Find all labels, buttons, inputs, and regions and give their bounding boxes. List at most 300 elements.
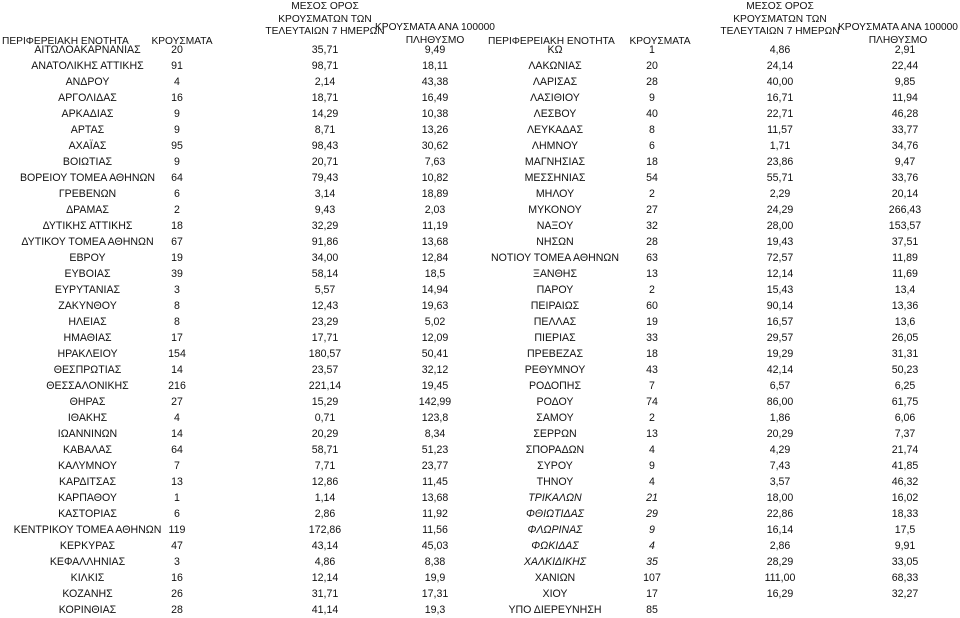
- cell-cases: 91: [171, 60, 183, 72]
- cell-cases: 47: [171, 540, 183, 552]
- cell-avg7: 3,57: [769, 476, 791, 488]
- cell-avg7: 23,86: [766, 156, 794, 168]
- cell-cases: 9: [174, 156, 180, 168]
- cell-cases: 9: [649, 92, 655, 104]
- cell-per100k: 22,44: [891, 60, 919, 72]
- cell-per100k: 8,34: [424, 428, 446, 440]
- cell-per100k: 13,6: [894, 316, 916, 328]
- table-row: [0, 234, 960, 250]
- cell-per100k: 26,05: [891, 332, 919, 344]
- cell-region: ΚΕΝΤΡΙΚΟΥ ΤΟΜΕΑ ΑΘΗΝΩΝ: [13, 524, 162, 536]
- cell-region: ΣΕΡΡΩΝ: [533, 428, 577, 440]
- header-cases-left-text: ΚΡΟΥΣΜΑΤΑ: [151, 36, 213, 47]
- cell-per100k: 10,38: [421, 108, 449, 120]
- cell-cases: 154: [168, 348, 186, 360]
- table-row: [0, 506, 960, 522]
- cell-region: ΡΟΔΟΠΗΣ: [528, 380, 582, 392]
- cell-region: ΚΟΖΑΝΗΣ: [62, 588, 113, 600]
- cell-avg7: 79,43: [311, 172, 339, 184]
- cell-cases: 216: [168, 380, 186, 392]
- cell-cases: 26: [171, 588, 183, 600]
- cell-avg7: 72,57: [766, 252, 794, 264]
- cell-per100k: 32,27: [891, 588, 919, 600]
- cell-per100k: 7,37: [894, 428, 916, 440]
- cell-region: ΜΕΣΣΗΝΙΑΣ: [524, 172, 586, 184]
- cell-region: ΠΕΙΡΑΙΩΣ: [530, 300, 580, 312]
- cell-per100k: 12,09: [421, 332, 449, 344]
- cell-cases: 2: [649, 188, 655, 200]
- cell-per100k: 10,82: [421, 172, 449, 184]
- cell-cases: 14: [171, 364, 183, 376]
- cell-region: ΒΟΡΕΙΟΥ ΤΟΜΕΑ ΑΘΗΝΩΝ: [19, 172, 156, 184]
- cell-cases: 27: [646, 204, 658, 216]
- cell-region: ΦΛΩΡΙΝΑΣ: [527, 524, 583, 536]
- cell-per100k: 20,14: [891, 188, 919, 200]
- cell-per100k: 2,91: [894, 44, 916, 56]
- table-row: [0, 218, 960, 234]
- cell-cases: 8: [174, 300, 180, 312]
- cell-per100k: 45,03: [421, 540, 449, 552]
- cell-region: ΚΑΡΠΑΘΟΥ: [58, 492, 117, 504]
- table-row: [0, 314, 960, 330]
- cell-cases: 74: [646, 396, 658, 408]
- table-row: [0, 90, 960, 106]
- cell-avg7: 7,71: [314, 460, 336, 472]
- cell-cases: 2: [649, 412, 655, 424]
- cell-cases: 8: [649, 124, 655, 136]
- cell-region: ΧΑΛΚΙΔΙΚΗΣ: [523, 556, 587, 568]
- cell-avg7: 91,86: [311, 236, 339, 248]
- cell-region: ΑΝΔΡΟΥ: [65, 76, 110, 88]
- cell-cases: 9: [649, 460, 655, 472]
- cell-cases: 13: [171, 476, 183, 488]
- table-row: [0, 378, 960, 394]
- cell-cases: 28: [646, 236, 658, 248]
- cell-avg7: 2,14: [314, 76, 336, 88]
- cell-per100k: 6,25: [894, 380, 916, 392]
- table-row: [0, 602, 960, 618]
- cell-avg7: 22,71: [766, 108, 794, 120]
- cell-cases: 54: [646, 172, 658, 184]
- cell-region: ΥΠΟ ΔΙΕΡΕΥΝΗΣΗ: [508, 604, 602, 616]
- cell-avg7: 221,14: [308, 380, 342, 392]
- cell-cases: 64: [171, 172, 183, 184]
- table-row: [0, 202, 960, 218]
- cell-per100k: 8,38: [424, 556, 446, 568]
- cell-per100k: 32,12: [421, 364, 449, 376]
- cell-region: ΚΕΦΑΛΛΗΝΙΑΣ: [49, 556, 126, 568]
- header-region-left-text: ΠΕΡΙΦΕΡΕΙΑΚΗ ΕΝΟΤΗΤΑ: [2, 36, 129, 47]
- cell-per100k: 37,51: [891, 236, 919, 248]
- cell-per100k: 11,92: [422, 508, 448, 520]
- cell-avg7: 12,43: [311, 300, 339, 312]
- cell-avg7: 17,71: [311, 332, 339, 344]
- cell-region: ΚΑΣΤΟΡΙΑΣ: [58, 508, 117, 520]
- table-row: [0, 106, 960, 122]
- cell-per100k: 13,36: [891, 300, 919, 312]
- cell-region: ΒΟΙΩΤΙΑΣ: [62, 156, 113, 168]
- cell-per100k: 61,75: [891, 396, 919, 408]
- cell-avg7: 15,29: [311, 396, 339, 408]
- cell-region: ΠΡΕΒΕΖΑΣ: [527, 348, 583, 360]
- cell-region: ΞΑΝΘΗΣ: [532, 268, 578, 280]
- header-per100k-left-line1: ΚΡΟΥΣΜΑΤΑ ΑΝΑ 100000: [375, 22, 495, 33]
- cell-region: ΡΟΔΟΥ: [536, 396, 574, 408]
- table-row: [0, 458, 960, 474]
- table-row: [0, 58, 960, 74]
- cell-region: ΝΟΤΙΟΥ ΤΟΜΕΑ ΑΘΗΝΩΝ: [490, 252, 620, 264]
- cell-avg7: 23,29: [311, 316, 339, 328]
- cell-region: ΖΑΚΥΝΘΟΥ: [58, 300, 117, 312]
- cell-region: ΤΡΙΚΑΛΩΝ: [528, 492, 582, 504]
- cell-per100k: 18,89: [421, 188, 449, 200]
- cell-per100k: 31,31: [891, 348, 919, 360]
- cell-region: ΚΑΛΥΜΝΟΥ: [58, 460, 117, 472]
- cell-cases: 64: [171, 444, 183, 456]
- cell-cases: 85: [646, 604, 658, 616]
- cell-avg7: 0,71: [314, 412, 336, 424]
- cell-per100k: 16,02: [891, 492, 919, 504]
- header-avg7-left-line1: ΜΕΣΟΣ ΟΡΟΣ: [291, 1, 359, 12]
- cell-per100k: 13,26: [421, 124, 449, 136]
- cell-region: ΝΗΣΩΝ: [536, 236, 574, 248]
- cell-region: ΜΑΓΝΗΣΙΑΣ: [524, 156, 586, 168]
- cell-per100k: 50,41: [421, 348, 449, 360]
- cell-per100k: 9,91: [894, 540, 916, 552]
- cell-cases: 19: [646, 316, 658, 328]
- cell-avg7: 28,00: [766, 220, 794, 232]
- cell-cases: 18: [171, 220, 183, 232]
- cell-per100k: 6,06: [894, 412, 916, 424]
- cell-per100k: 23,77: [421, 460, 449, 472]
- cell-per100k: 9,49: [424, 44, 446, 56]
- cell-avg7: 12,14: [766, 268, 794, 280]
- cell-per100k: 34,76: [891, 140, 919, 152]
- table-row: [0, 74, 960, 90]
- cell-avg7: 1,14: [314, 492, 336, 504]
- cell-per100k: 7,63: [424, 156, 446, 168]
- cell-cases: 4: [649, 540, 655, 552]
- cell-cases: 29: [646, 508, 658, 520]
- cell-cases: 16: [171, 92, 183, 104]
- cell-per100k: 142,99: [418, 396, 452, 408]
- cell-cases: 6: [649, 140, 655, 152]
- cell-avg7: 12,14: [311, 572, 339, 584]
- cell-per100k: 18,33: [891, 508, 919, 520]
- cell-region: ΚΕΡΚΥΡΑΣ: [59, 540, 116, 552]
- table-row: [0, 586, 960, 602]
- cell-cases: 9: [174, 108, 180, 120]
- cell-avg7: 4,86: [314, 556, 336, 568]
- cell-per100k: 21,74: [891, 444, 919, 456]
- cell-avg7: 4,29: [769, 444, 791, 456]
- cell-avg7: 42,14: [766, 364, 794, 376]
- cell-cases: 4: [649, 476, 655, 488]
- cell-cases: 39: [171, 268, 183, 280]
- cell-avg7: 20,29: [311, 428, 339, 440]
- cell-avg7: 16,71: [766, 92, 794, 104]
- cell-region: ΚΙΛΚΙΣ: [70, 572, 105, 584]
- cell-avg7: 43,14: [311, 540, 339, 552]
- cell-per100k: 19,9: [424, 572, 446, 584]
- cell-avg7: 7,43: [769, 460, 791, 472]
- cell-avg7: 40,00: [766, 76, 794, 88]
- table-row: [0, 410, 960, 426]
- cell-cases: 13: [646, 268, 658, 280]
- cell-cases: 95: [171, 140, 183, 152]
- cell-avg7: 19,29: [766, 348, 794, 360]
- cell-avg7: 14,29: [311, 108, 339, 120]
- cell-per100k: 153,57: [888, 220, 922, 232]
- table-row: [0, 538, 960, 554]
- cell-avg7: 31,71: [311, 588, 339, 600]
- cell-per100k: 19,45: [421, 380, 449, 392]
- cell-region: ΣΑΜΟΥ: [536, 412, 574, 424]
- cell-region: ΠΙΕΡΙΑΣ: [534, 332, 576, 344]
- cell-avg7: 20,71: [311, 156, 339, 168]
- table-row: [0, 138, 960, 154]
- cell-cases: 9: [649, 524, 655, 536]
- cell-region: ΧΙΟΥ: [542, 588, 568, 600]
- cell-avg7: 2,29: [769, 188, 791, 200]
- table-row: [0, 570, 960, 586]
- cell-cases: 6: [174, 508, 180, 520]
- cell-avg7: 24,14: [766, 60, 794, 72]
- table-row: [0, 554, 960, 570]
- cell-region: ΘΗΡΑΣ: [69, 396, 106, 408]
- cell-region: ΑΙΤΩΛΟΑΚΑΡΝΑΝΙΑΣ: [34, 44, 141, 56]
- cell-avg7: 1,86: [769, 412, 791, 424]
- cell-cases: 27: [171, 396, 183, 408]
- cell-per100k: 11,94: [892, 92, 918, 104]
- cell-avg7: 180,57: [308, 348, 342, 360]
- cell-cases: 32: [646, 220, 658, 232]
- cell-per100k: 12,84: [421, 252, 449, 264]
- cell-cases: 67: [171, 236, 183, 248]
- cell-cases: 60: [646, 300, 658, 312]
- cell-cases: 17: [171, 332, 183, 344]
- cell-per100k: 9,47: [894, 156, 916, 168]
- cell-region: ΚΩ: [547, 44, 563, 56]
- cell-region: ΛΗΜΝΟΥ: [531, 140, 579, 152]
- cell-per100k: 33,77: [891, 124, 919, 136]
- cell-avg7: 55,71: [766, 172, 794, 184]
- cell-cases: 20: [171, 44, 183, 56]
- table-row: [0, 346, 960, 362]
- cell-region: ΙΩΑΝΝΙΝΩΝ: [57, 428, 118, 440]
- cell-avg7: 34,00: [311, 252, 339, 264]
- cell-avg7: 4,86: [769, 44, 791, 56]
- cell-cases: 13: [646, 428, 658, 440]
- cell-cases: 21: [646, 492, 658, 504]
- cell-cases: 4: [174, 412, 180, 424]
- cell-per100k: 46,28: [891, 108, 919, 120]
- cell-cases: 33: [646, 332, 658, 344]
- cell-per100k: 2,03: [424, 204, 446, 216]
- cell-region: ΛΑΡΙΣΑΣ: [532, 76, 578, 88]
- cell-per100k: 17,31: [421, 588, 449, 600]
- cell-cases: 3: [174, 284, 180, 296]
- cell-avg7: 24,29: [766, 204, 794, 216]
- cell-per100k: 16,49: [421, 92, 449, 104]
- table-row: [0, 394, 960, 410]
- table-row: [0, 522, 960, 538]
- cell-avg7: 8,71: [314, 124, 336, 136]
- cell-cases: 16: [171, 572, 183, 584]
- cell-per100k: 13,68: [421, 492, 449, 504]
- cell-per100k: 13,68: [421, 236, 449, 248]
- cell-region: ΜΥΚΟΝΟΥ: [528, 204, 582, 216]
- cell-region: ΛΕΥΚΑΔΑΣ: [526, 124, 584, 136]
- cell-avg7: 16,57: [766, 316, 794, 328]
- cell-per100k: 18,5: [424, 268, 446, 280]
- cell-cases: 4: [174, 76, 180, 88]
- table-row: [0, 42, 960, 58]
- cell-cases: 4: [649, 444, 655, 456]
- table-row: [0, 330, 960, 346]
- cell-per100k: 17,5: [894, 524, 916, 536]
- cell-cases: 14: [171, 428, 183, 440]
- table-row: [0, 426, 960, 442]
- cell-per100k: 13,4: [894, 284, 916, 296]
- cell-avg7: 6,57: [769, 380, 791, 392]
- cell-avg7: 111,00: [764, 572, 796, 584]
- cell-cases: 63: [646, 252, 658, 264]
- cell-region: ΔΥΤΙΚΗΣ ΑΤΤΙΚΗΣ: [42, 220, 133, 232]
- cell-per100k: 19,3: [424, 604, 446, 616]
- cell-per100k: 51,23: [421, 444, 449, 456]
- cell-region: ΕΥΡΥΤΑΝΙΑΣ: [54, 284, 121, 296]
- cell-region: ΑΡΚΑΔΙΑΣ: [61, 108, 114, 120]
- table-row: [0, 170, 960, 186]
- cell-region: ΗΛΕΙΑΣ: [68, 316, 107, 328]
- cell-cases: 17: [646, 588, 658, 600]
- cell-per100k: 14,94: [421, 284, 449, 296]
- cell-cases: 107: [643, 572, 661, 584]
- cell-region: ΚΑΡΔΙΤΣΑΣ: [58, 476, 117, 488]
- cell-cases: 18: [646, 156, 658, 168]
- cell-avg7: 90,14: [766, 300, 794, 312]
- cell-avg7: 22,86: [766, 508, 794, 520]
- cell-region: ΜΗΛΟΥ: [535, 188, 575, 200]
- cell-region: ΔΡΑΜΑΣ: [66, 204, 109, 216]
- cell-avg7: 58,71: [311, 444, 339, 456]
- cell-avg7: 20,29: [766, 428, 794, 440]
- cell-cases: 43: [646, 364, 658, 376]
- cell-region: ΡΕΘΥΜΝΟΥ: [524, 364, 586, 376]
- cell-avg7: 98,71: [311, 60, 339, 72]
- cell-cases: 1: [649, 44, 655, 56]
- header-region-right-text: ΠΕΡΙΦΕΡΕΙΑΚΗ ΕΝΟΤΗΤΑ: [488, 36, 615, 47]
- header-avg7-left-line2: ΚΡΟΥΣΜΑΤΩΝ ΤΩΝ: [278, 13, 372, 25]
- cell-region: ΘΕΣΠΡΩΤΙΑΣ: [53, 364, 122, 376]
- cell-cases: 2: [649, 284, 655, 296]
- cell-avg7: 19,43: [766, 236, 794, 248]
- header-avg7-left-line3: ΤΕΛΕΥΤΑΙΩΝ 7 ΗΜΕΡΩΝ: [265, 26, 385, 37]
- cell-cases: 6: [174, 188, 180, 200]
- cell-region: ΛΕΣΒΟΥ: [533, 108, 577, 120]
- cell-cases: 18: [646, 348, 658, 360]
- cell-avg7: 35,71: [311, 44, 339, 56]
- cell-avg7: 29,57: [766, 332, 794, 344]
- cell-region: ΙΘΑΚΗΣ: [67, 412, 108, 424]
- cell-avg7: 15,43: [766, 284, 794, 296]
- cell-avg7: 28,29: [766, 556, 794, 568]
- cell-per100k: 46,32: [891, 476, 919, 488]
- cell-region: ΠΕΛΛΑΣ: [533, 316, 577, 328]
- cell-avg7: 23,57: [311, 364, 339, 376]
- cell-cases: 1: [174, 492, 180, 504]
- cell-avg7: 9,43: [314, 204, 336, 216]
- cell-region: ΕΥΒΟΙΑΣ: [64, 268, 111, 280]
- cell-per100k: 19,63: [421, 300, 449, 312]
- cell-region: ΑΡΤΑΣ: [70, 124, 105, 136]
- cell-avg7: 18,71: [311, 92, 339, 104]
- cell-region: ΔΥΤΙΚΟΥ ΤΟΜΕΑ ΑΘΗΝΩΝ: [21, 236, 154, 248]
- cell-per100k: 123,8: [421, 412, 449, 424]
- cell-region: ΣΠΟΡΑΔΩΝ: [525, 444, 585, 456]
- cell-per100k: 11,89: [892, 252, 918, 264]
- cell-per100k: 11,56: [422, 524, 448, 536]
- cell-per100k: 18,11: [422, 60, 448, 72]
- cell-region: ΣΥΡΟΥ: [537, 460, 573, 472]
- cell-avg7: 58,14: [311, 268, 339, 280]
- cell-region: ΑΝΑΤΟΛΙΚΗΣ ΑΤΤΙΚΗΣ: [31, 60, 144, 72]
- cell-avg7: 16,29: [766, 588, 794, 600]
- header-avg7-right-line1: ΜΕΣΟΣ ΟΡΟΣ: [746, 1, 814, 12]
- table-row: [0, 266, 960, 282]
- header-avg7-right-line2: ΚΡΟΥΣΜΑΤΩΝ ΤΩΝ: [733, 13, 827, 25]
- table-row: [0, 186, 960, 202]
- header-avg7-right-line3: ΤΕΛΕΥΤΑΙΩΝ 7 ΗΜΕΡΩΝ: [720, 26, 840, 37]
- cell-region: ΛΑΚΩΝΙΑΣ: [528, 60, 582, 72]
- cell-region: ΓΡΕΒΕΝΩΝ: [58, 188, 117, 200]
- cell-per100k: 41,85: [891, 460, 919, 472]
- header-per100k-right-line2: ΠΛΗΘΥΣΜΟ: [868, 34, 928, 46]
- cell-region: ΦΘΙΩΤΙΔΑΣ: [525, 508, 585, 520]
- cell-avg7: 86,00: [766, 396, 794, 408]
- cell-region: ΑΧΑΪΑΣ: [68, 140, 107, 152]
- cell-per100k: 266,43: [888, 204, 922, 216]
- table-row: [0, 442, 960, 458]
- cell-per100k: 50,23: [891, 364, 919, 376]
- table-row: [0, 362, 960, 378]
- cell-region: ΦΩΚΙΔΑΣ: [531, 540, 579, 552]
- header-per100k-right-line1: ΚΡΟΥΣΜΑΤΑ ΑΝΑ 100000: [838, 22, 958, 33]
- cell-cases: 8: [174, 316, 180, 328]
- cell-region: ΚΑΒΑΛΑΣ: [63, 444, 112, 456]
- cell-region: ΛΑΣΙΘΙΟΥ: [530, 92, 580, 104]
- cell-avg7: 2,86: [769, 540, 791, 552]
- cell-region: ΠΑΡΟΥ: [536, 284, 574, 296]
- cell-per100k: 11,19: [422, 220, 448, 232]
- cell-avg7: 16,14: [766, 524, 794, 536]
- cell-per100k: 5,02: [424, 316, 446, 328]
- table-row: [0, 490, 960, 506]
- cell-per100k: 33,05: [891, 556, 919, 568]
- cell-cases: 28: [646, 76, 658, 88]
- cell-avg7: 5,57: [314, 284, 336, 296]
- cell-per100k: 9,85: [894, 76, 916, 88]
- cell-cases: 28: [171, 604, 183, 616]
- table-row: [0, 154, 960, 170]
- cell-per100k: 68,33: [891, 572, 919, 584]
- cell-region: ΝΑΞΟΥ: [536, 220, 574, 232]
- cell-avg7: 18,00: [766, 492, 794, 504]
- header-per100k-left-line2: ΠΛΗΘΥΣΜΟ: [405, 34, 465, 46]
- cell-cases: 19: [171, 252, 183, 264]
- cell-region: ΑΡΓΟΛΙΔΑΣ: [58, 92, 117, 104]
